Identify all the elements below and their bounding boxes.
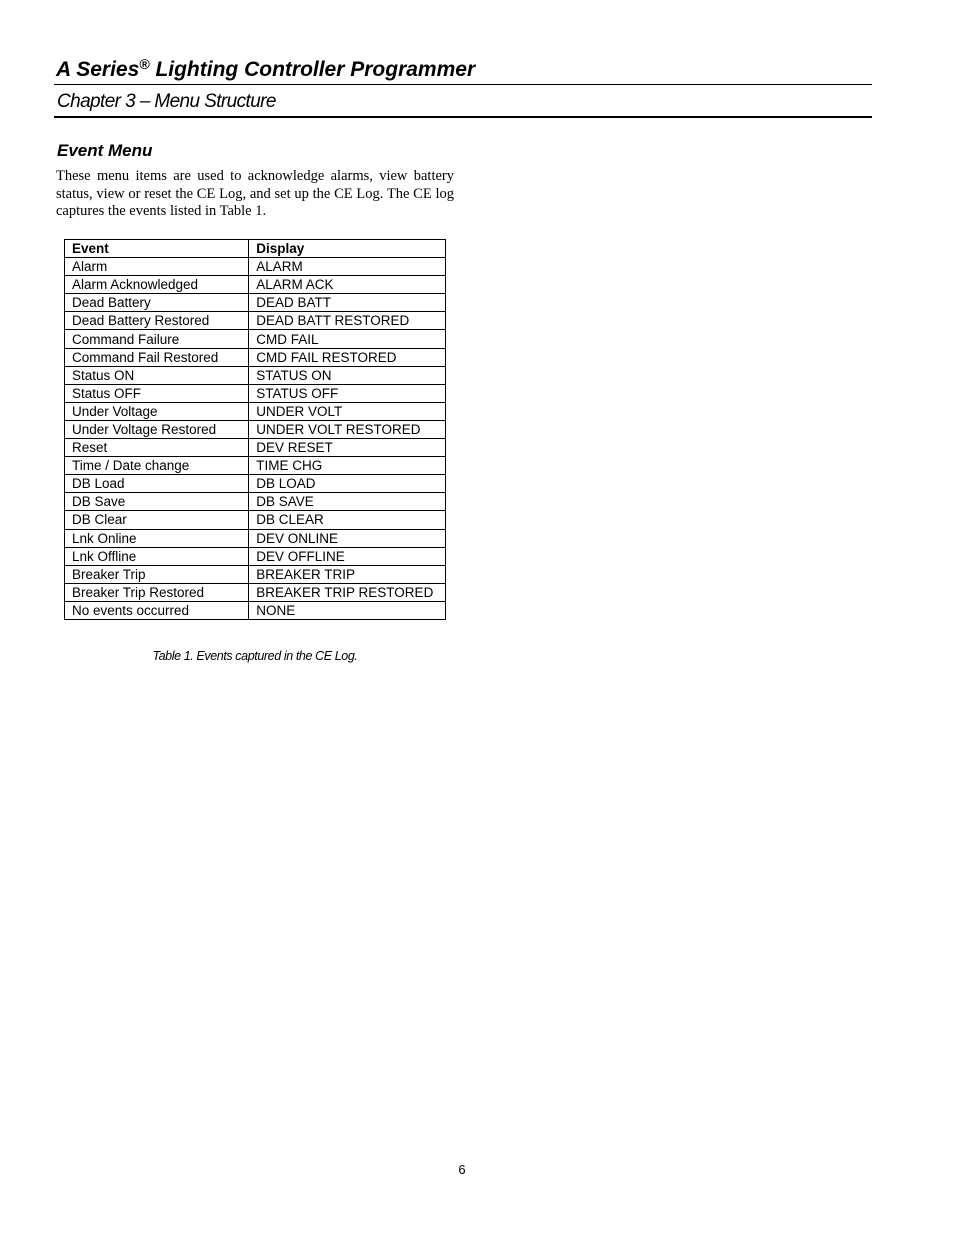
display-cell: BREAKER TRIP RESTORED: [249, 583, 446, 601]
event-cell: Lnk Online: [65, 529, 249, 547]
display-cell: DB CLEAR: [249, 511, 446, 529]
table-header-row: [65, 240, 446, 258]
table-row: [65, 384, 446, 402]
table-row: [65, 402, 446, 420]
display-cell: CMD FAIL RESTORED: [249, 348, 446, 366]
display-cell: DB SAVE: [249, 493, 446, 511]
section-heading: Event Menu: [57, 141, 153, 160]
document-title: [56, 57, 475, 83]
display-cell: DEV OFFLINE: [249, 547, 446, 565]
document-title-main: A Series: [56, 58, 140, 81]
event-cell: Breaker Trip Restored: [65, 583, 249, 601]
table-row: [65, 565, 446, 583]
table-row: [65, 547, 446, 565]
display-cell: ALARM ACK: [249, 276, 446, 294]
event-cell: Command Fail Restored: [65, 348, 249, 366]
column-header-display: Display: [249, 240, 446, 258]
document-title-rest: Lighting Controller Programmer: [149, 58, 476, 81]
event-cell: Alarm: [65, 258, 249, 276]
display-cell: TIME CHG: [249, 457, 446, 475]
event-cell: Status OFF: [65, 384, 249, 402]
table-row: [65, 294, 446, 312]
event-cell: Under Voltage: [65, 402, 249, 420]
table-row: [65, 330, 446, 348]
event-cell: No events occurred: [65, 601, 249, 619]
display-cell: CMD FAIL: [249, 330, 446, 348]
table-row: [65, 348, 446, 366]
display-cell: DEAD BATT: [249, 294, 446, 312]
table-row: [65, 601, 446, 619]
table-row: [65, 439, 446, 457]
table-row: [65, 312, 446, 330]
table-row: [65, 511, 446, 529]
display-cell: DEV ONLINE: [249, 529, 446, 547]
column-header-event: Event: [65, 240, 249, 258]
display-cell: UNDER VOLT RESTORED: [249, 420, 446, 438]
page-number: 6: [458, 1162, 466, 1177]
display-cell: UNDER VOLT: [249, 402, 446, 420]
event-cell: Lnk Offline: [65, 547, 249, 565]
table-row: [65, 529, 446, 547]
event-cell: Reset: [65, 439, 249, 457]
display-cell: DEV RESET: [249, 439, 446, 457]
intro-paragraph: These menu items are used to acknowledge alarms, view battery status, view or reset the CE Log, and set up the CE Log. The CE log captures the events listed in Table 1.: [56, 168, 454, 219]
display-cell: DEAD BATT RESTORED: [249, 312, 446, 330]
events-table-body: [65, 258, 446, 620]
event-cell: Dead Battery Restored: [65, 312, 249, 330]
event-cell: Alarm Acknowledged: [65, 276, 249, 294]
event-cell: DB Save: [65, 493, 249, 511]
display-cell: STATUS ON: [249, 366, 446, 384]
display-cell: BREAKER TRIP: [249, 565, 446, 583]
table-row: [65, 276, 446, 294]
event-cell: Time / Date change: [65, 457, 249, 475]
display-cell: ALARM: [249, 258, 446, 276]
chapter-title: Chapter 3 – Menu Structure: [57, 91, 276, 112]
display-cell: DB LOAD: [249, 475, 446, 493]
table-row: [65, 583, 446, 601]
header-divider-thin: [54, 84, 872, 85]
event-cell: Under Voltage Restored: [65, 420, 249, 438]
table-row: [65, 457, 446, 475]
event-cell: DB Clear: [65, 511, 249, 529]
display-cell: NONE: [249, 601, 446, 619]
header-divider-thick: [54, 116, 872, 118]
table-row: [65, 258, 446, 276]
table-row: [65, 493, 446, 511]
table-row: [65, 475, 446, 493]
event-cell: Dead Battery: [65, 294, 249, 312]
table-row: [65, 366, 446, 384]
event-cell: Status ON: [65, 366, 249, 384]
events-table: [64, 239, 446, 620]
event-cell: Breaker Trip: [65, 565, 249, 583]
table-caption: Table 1. Events captured in the CE Log.: [152, 649, 358, 663]
event-cell: DB Load: [65, 475, 249, 493]
table-row: [65, 420, 446, 438]
registered-trademark-symbol: ®: [139, 56, 150, 72]
display-cell: STATUS OFF: [249, 384, 446, 402]
event-cell: Command Failure: [65, 330, 249, 348]
